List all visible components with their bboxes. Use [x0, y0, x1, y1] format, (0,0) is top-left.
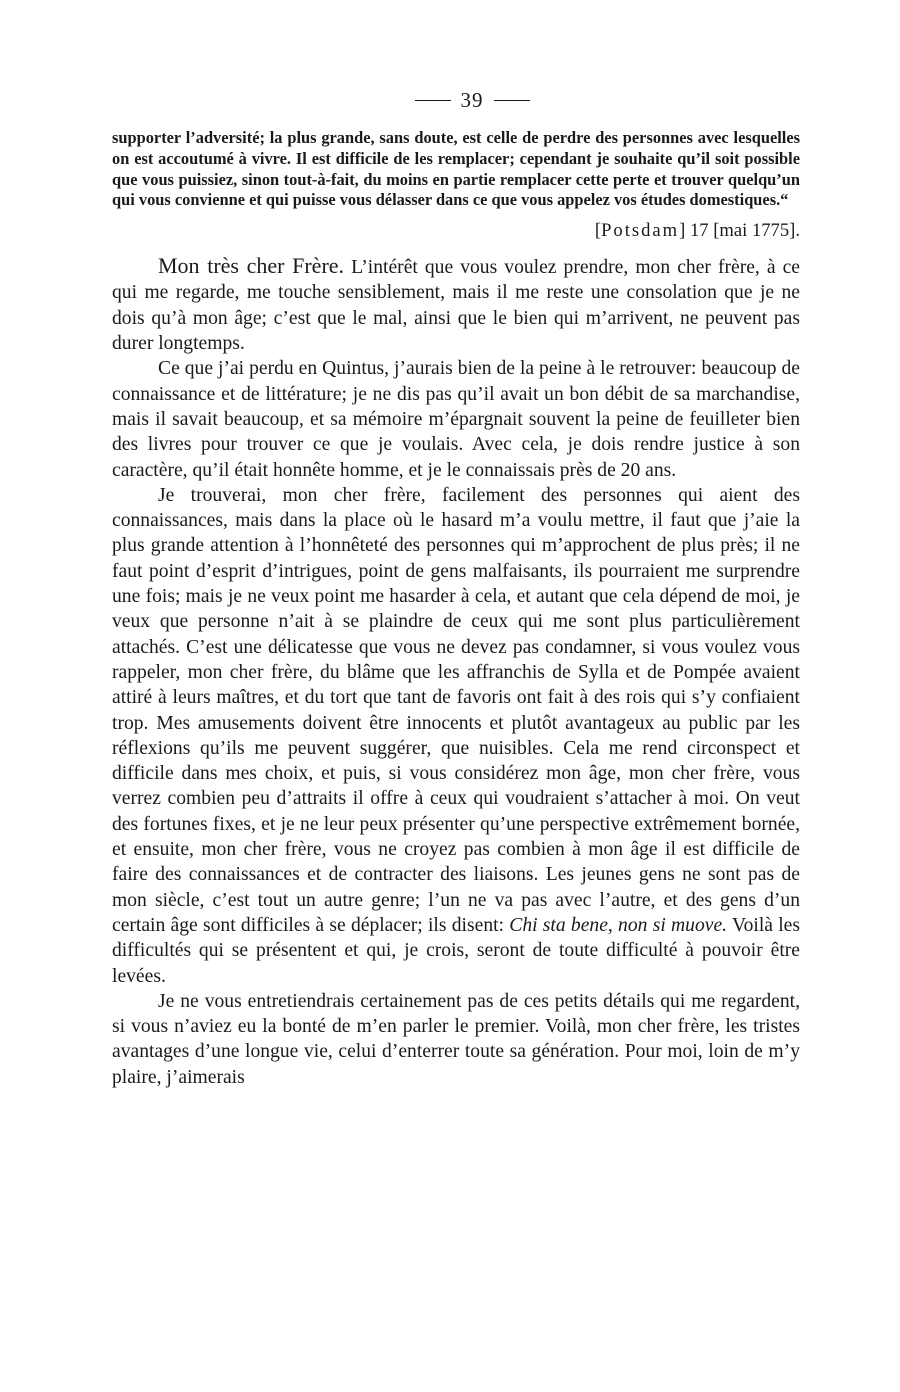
page-number: 39 — [460, 87, 484, 112]
letter-body — [112, 253, 800, 1090]
letter-dateline — [112, 219, 800, 243]
quoted-letter-ending: supporter l’adversité; la plus grande, sans doute, est celle de perdre des personnes avec lesquelles on est accoutumé à vivre. Il est difficile de les remplacer; cependant je souhaite qu’il soit possible que vous puissiez, sinon tout-à-fait, du moins en partie remplacer cette perte et trouver quelqu’un qui vous convienne et qui puisse vous délasser dans ce que vous appelez vos études domestiques.“ — [112, 128, 800, 210]
page-header — [144, 80, 800, 120]
header-rule-left — [415, 100, 451, 101]
header-rule-right — [494, 100, 530, 101]
paragraph-3-text-before: Je trouverai, mon cher frère, facilement des personnes qui aient des connaissances, mais dans la place où le hasard m’a voulu mettre, il faut que j’aie la plus grande attention à l’honnêteté des personnes qui m’approchent de plus près; il ne faut point d’esprit d’intrigues, point de gens malfaisants, ils pourraient me surprendre une fois; mais je ne veux point me hasarder à cela, et autant que cela dépend de moi, je veux que personne n’ait à se plaindre de ceux qui me sont plus particulièrement attachés. C’est une délicatesse que vous ne devez pas condamner, si vous voulez vous rappeler, mon cher frère, du blâme que les affranchis de Sylla et de Pompée avaient attiré à leurs maîtres, et du tort que tant de favoris ont fait à des rois qui s’y confiaient trop. Mes amusements doivent être innocents et plutôt avantageux au public par les réflexions qu’ils me peuvent suggérer, que nuisibles. Cela me rend circonspect et difficile dans mes choix, et puis, si vous considérez mon âge, mon cher frère, vous verrez combien peu d’attraits il offre à ceux qui voudraient s’attacher à moi. On veut des fortunes fixes, et je ne leur peux présenter qu’une perspective extrêmement bornée, et ensuite, mon cher frère, vous ne croyez pas combien à mon âge il est difficile de faire des connaissances et de contracter des liaisons. Les jeunes gens ne sont pas de mon siècle, c’est tout un autre genre; l’un ne va pas avec l’autre, et des gens d’un certain âge sont difficiles à se déplacer; ils disent: — [112, 484, 800, 936]
paragraph-3 — [112, 483, 800, 989]
italian-proverb: Chi sta bene, non si muove. — [509, 914, 728, 936]
book-page — [112, 80, 800, 1090]
dateline-open-bracket: [ — [594, 220, 602, 242]
paragraph-1-text: L’intérêt que vous voulez prendre, mon cher frère, à ce qui me regarde, me touche sensiblement, mais il me reste une consolation que je ne dois qu’à mon âge; c’est que le mal, ainsi que le bien qui m’arrivent, ne peuvent pas durer longtemps. — [112, 257, 800, 355]
dateline-date: ] 17 [mai 1775]. — [679, 220, 800, 242]
letter-salutation: Mon très cher Frère. — [158, 253, 345, 279]
paragraph-1 — [112, 253, 800, 356]
paragraph-3-text-after: Voilà les difficultés qui se présentent et qui, je crois, seront de toute difficulté à pouvoir être levées. — [112, 914, 800, 987]
paragraph-2: Ce que j’ai perdu en Quintus, j’aurais bien de la peine à le retrouver: beaucoup de connaissance et de littérature; je ne dis pas qu’il avait un bon débit de sa marchandise, mais il savait beaucoup, et sa mémoire m’épargnait souvent la peine de feuilleter bien des livres pour trouver ce que je voulais. Avec cela, je dois rendre justice à son caractère, qu’il était honnête homme, et je le connaissais près de 20 ans. — [112, 358, 800, 481]
paragraph-4: Je ne vous entretiendrais certainement pas de ces petits détails qui me regardent, si vous n’aviez eu la bonté de m’en parler le premier. Voilà, mon cher frère, les tristes avantages d’une longue vie, celui d’enterrer toute sa génération. Pour moi, loin de m’y plaire, j’aimerais — [112, 990, 800, 1088]
dateline-place: Potsdam — [601, 220, 680, 242]
